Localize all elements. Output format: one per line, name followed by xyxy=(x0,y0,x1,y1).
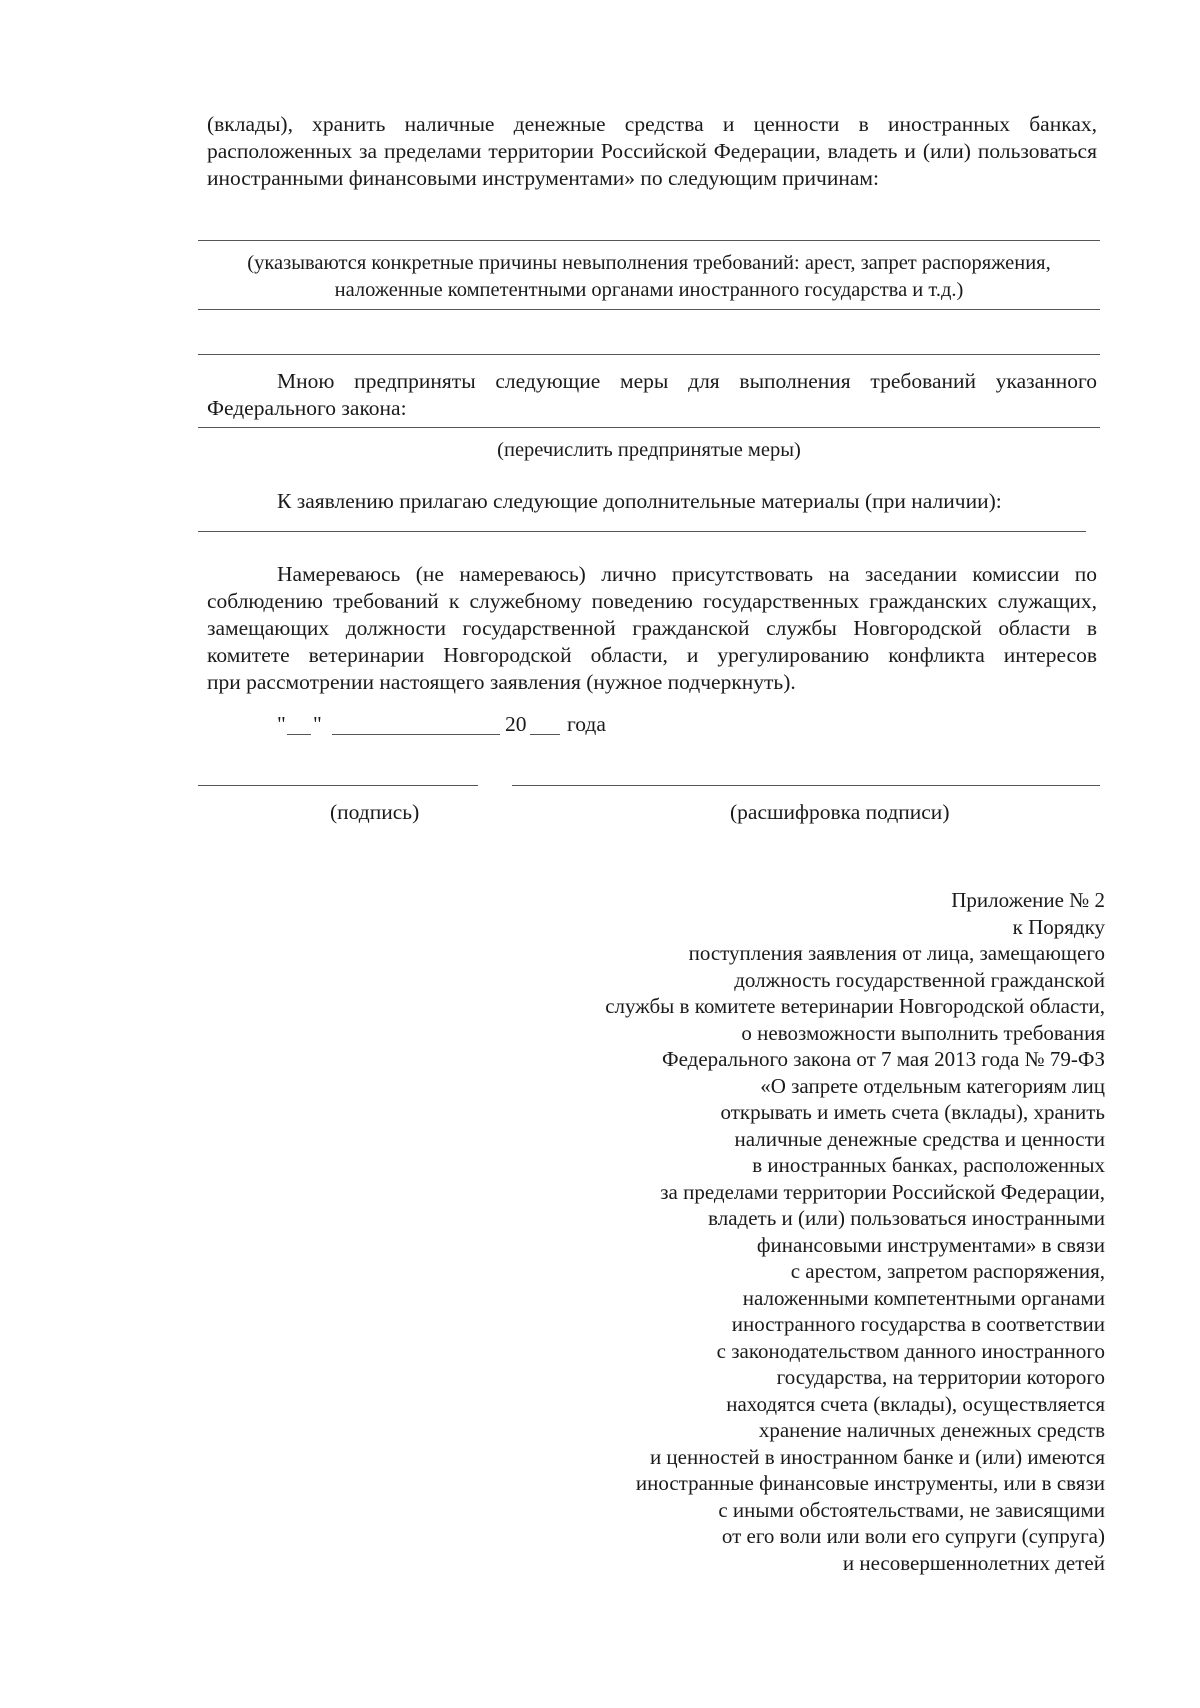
reasons-note-line: (указываются конкретные причины невыполнения требований: арест, запрет распоряжения, xyxy=(247,252,1051,274)
paragraph-line: замещающих должности государственной гражданской службы Новгородской области в xyxy=(207,616,1097,640)
date-line xyxy=(277,711,637,741)
appendix-line: «О запрете отдельным категориям лиц xyxy=(760,1073,1105,1098)
appendix-line: с арестом, запретом распоряжения, xyxy=(790,1259,1105,1283)
paragraph-line: Намереваюсь (не намереваюсь) лично присутствовать на заседании комиссии по xyxy=(277,562,1097,586)
appendix-line: находятся счета (вклады), осуществляется xyxy=(726,1391,1105,1416)
intent-paragraph xyxy=(207,561,1097,696)
paragraph-line: иностранными финансовыми инструментами» по следующим причинам: xyxy=(207,166,880,190)
appendix-line: должность государственной гражданской xyxy=(734,967,1105,992)
measures-line-2: Федерального закона: xyxy=(207,396,407,420)
year-prefix: 20 xyxy=(505,712,527,736)
signature-decode-blank-line[interactable] xyxy=(512,785,1100,786)
appendix-line: иностранного государства в соответствии xyxy=(731,1312,1105,1336)
signature-label: (подпись) xyxy=(330,800,420,824)
appendix-line: наличные денежные средства и ценности xyxy=(734,1126,1105,1151)
year-suffix: года xyxy=(567,712,606,736)
appendix-line: к Порядку xyxy=(1012,914,1105,939)
appendix-line: государства, на территории которого xyxy=(776,1365,1105,1389)
reasons-blank-line-3[interactable] xyxy=(198,354,1100,355)
paragraph-line: при рассмотрении настоящего заявления (нужное подчеркнуть). xyxy=(207,670,796,694)
appendix-header xyxy=(545,887,1105,1576)
month-blank[interactable] xyxy=(332,734,500,735)
appendix-line: с законодательством данного иностранного xyxy=(716,1338,1105,1363)
day-blank[interactable] xyxy=(287,734,311,735)
measures-blank-line[interactable] xyxy=(198,427,1100,428)
signature-blank-line[interactable] xyxy=(198,785,478,786)
paragraph-line: комитете ветеринарии Новгородской области, и урегулированию конфликта интересов xyxy=(207,643,1097,667)
appendix-line: за пределами территории Российской Федерации, xyxy=(660,1179,1105,1204)
appendix-line: о невозможности выполнить требования xyxy=(741,1020,1105,1045)
appendix-line: наложенными компетентными органами xyxy=(742,1285,1105,1310)
appendix-line: Федерального закона от 7 мая 2013 года № 79-ФЗ xyxy=(662,1047,1105,1071)
attachments-text: К заявлению прилагаю следующие дополнительные материалы (при наличии): xyxy=(277,489,1002,513)
top-paragraph xyxy=(207,111,1097,192)
reasons-blank-line-2[interactable] xyxy=(198,309,1100,310)
attachments-blank-line[interactable] xyxy=(198,531,1086,532)
year-blank[interactable] xyxy=(530,734,560,735)
appendix-line: в иностранных банках, расположенных xyxy=(752,1153,1105,1177)
measures-paragraph xyxy=(207,368,1097,422)
paragraph-line: соблюдению требований к служебному поведению государственных гражданских служащих, xyxy=(207,589,1097,613)
measures-line-1: Мною предприняты следующие меры для выполнения требований указанного xyxy=(277,369,1097,393)
appendix-line: от его воли или воли его супруги (супруга) xyxy=(721,1524,1105,1548)
appendix-line: открывать и иметь счета (вклады), хранить xyxy=(720,1100,1105,1124)
date-close-quote: " xyxy=(313,712,322,736)
appendix-line: с иными обстоятельствами, не зависящими xyxy=(718,1497,1105,1522)
paragraph-line: (вклады), хранить наличные денежные средства и ценности в иностранных банках, xyxy=(207,112,1097,136)
appendix-line: Приложение № 2 xyxy=(951,888,1105,912)
appendix-line: финансовыми инструментами» в связи xyxy=(756,1232,1105,1257)
appendix-line: хранение наличных денежных средств xyxy=(758,1418,1105,1442)
appendix-line: поступления заявления от лица, замещающего xyxy=(688,941,1105,965)
appendix-line: службы в комитете ветеринарии Новгородской области, xyxy=(605,994,1105,1018)
appendix-line: владеть и (или) пользоваться иностранными xyxy=(708,1206,1105,1230)
reasons-note-line: наложенные компетентными органами иностранного государства и т.д.) xyxy=(334,279,964,301)
signature-decode-label: (расшифровка подписи) xyxy=(730,800,950,824)
measures-note: (перечислить предпринятые меры) xyxy=(497,439,801,461)
reasons-note xyxy=(198,250,1100,304)
paragraph-line: расположенных за пределами территории Российской Федерации, владеть и (или) пользоваться xyxy=(207,139,1097,163)
appendix-line: иностранные финансовые инструменты, или в связи xyxy=(635,1471,1105,1495)
date-open-quote: " xyxy=(277,712,286,736)
appendix-line: и несовершеннолетних детей xyxy=(842,1550,1105,1575)
appendix-line: и ценностей в иностранном банке и (или) имеются xyxy=(649,1444,1105,1469)
reasons-blank-line[interactable] xyxy=(198,240,1100,241)
